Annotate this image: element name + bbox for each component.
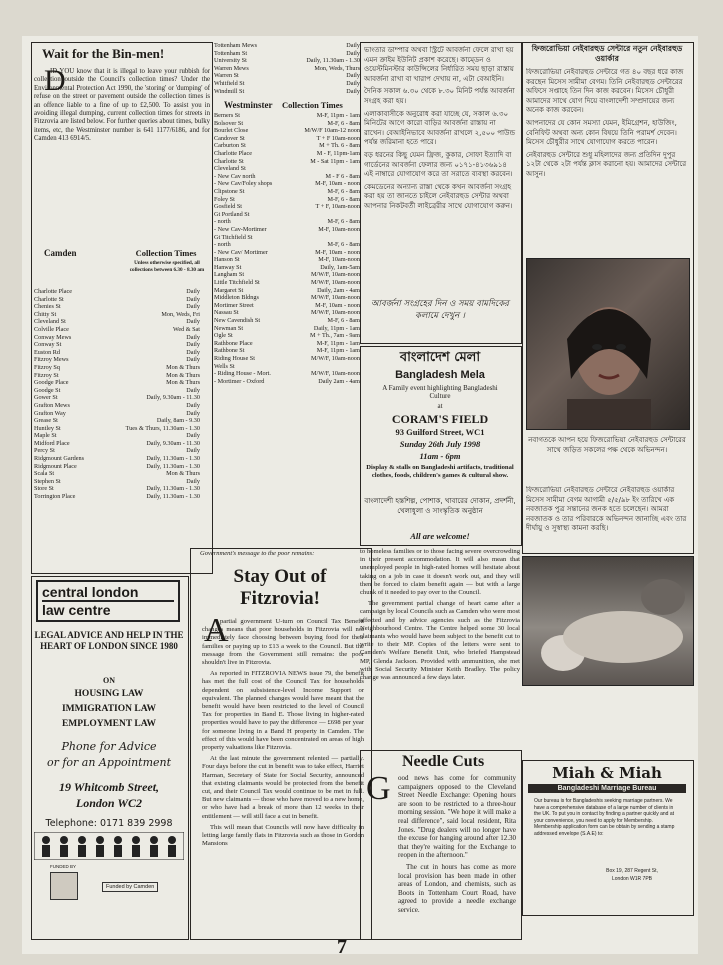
westminster-col-heading: Collection Times (282, 100, 343, 110)
street-row (34, 296, 200, 304)
street-row (214, 287, 360, 295)
collection-time: Daily, 1am-5am (320, 263, 360, 271)
street-name: Grease St (34, 417, 58, 425)
street-name: Newman St (214, 324, 244, 332)
mela-description: Display & stalls on Bangladeshi artifacts, traditional clothes, foods, children's games & cultural show. (366, 464, 514, 479)
street-name: - New Cav/ Mortimer (214, 248, 268, 256)
collection-time: Daily (186, 477, 200, 485)
collection-time: Daily 2am - 4am (318, 377, 360, 385)
street-name: Fitzroy Mews (34, 356, 69, 364)
needle-dropcap: G (366, 770, 391, 807)
funder-name: Funded by Camden (102, 882, 158, 892)
collection-time: M/W/F, 10am-noon (310, 279, 360, 287)
street-row (34, 432, 200, 440)
bengali-handwritten-note: আবর্জনা সংগ্রহের দিন ও সময় বামদিকের কলামে দেখুন । (371, 299, 509, 321)
collection-time: Daily (186, 288, 200, 295)
street-row (214, 50, 360, 58)
street-row (214, 302, 360, 310)
collection-time: Daily (186, 356, 200, 364)
worker-portrait-icon (527, 259, 689, 429)
collection-time: M-F, 6 - 8am (327, 195, 360, 203)
street-row (34, 485, 200, 493)
new-worker-para2: আপনাদের যে কোন সমস্যা যেমন, ইমিগ্রেশন, হাউজিং, বেনিফিট অথবা অন্য কোন বিষয়ে তিনি পরামর্শ দেবেন। মিসেস চৌধুরীর সাথে যোগাযোগ করতে পারেন। (526, 118, 677, 147)
mela-date: Sunday 26th July 1998 (399, 439, 481, 449)
collection-time: Daily, 11.30am - 1.30 (146, 462, 200, 470)
stay-para1: partial government U-turn on Council Tax Benefit changes means that poor households in Fitzrovia will not immediately face choosing between buying food for their families or paying up to £13 a week to the Council. But the message from the Government still remains: the poor shouldn't live in Fitzrovia. (202, 618, 364, 667)
street-name: Gt Titchfield St (214, 233, 253, 241)
baby-photo (522, 556, 694, 686)
street-name: Warren St (214, 72, 239, 80)
camden-heading: Camden (44, 248, 77, 258)
street-name: Ridgmount Gardens (34, 455, 85, 463)
street-name: Chenies St (34, 303, 61, 311)
worker-photo (526, 258, 690, 430)
street-name: Gosfield St (214, 203, 243, 211)
street-row (214, 196, 360, 204)
street-name: Gt Portland St (214, 210, 250, 218)
collection-time: Mon, Weds, Thurs (314, 64, 360, 72)
collection-time: Daily (186, 333, 200, 341)
street-row (214, 173, 360, 181)
collection-time: Mon, Weds, Fri (161, 310, 200, 318)
street-row (214, 256, 360, 264)
collection-time: Daily, 11.30am - 1.30 (146, 455, 200, 463)
street-row (34, 455, 200, 463)
street-name: Nassau St (214, 309, 239, 317)
law-headline: LEGAL ADVICE AND HELP IN THE HEART OF LONDON SINCE 1980 (34, 630, 184, 651)
street-row (214, 241, 360, 249)
street-row (34, 288, 200, 296)
street-row (34, 356, 200, 364)
collection-time: M-F, 11pm - 1am (316, 112, 360, 119)
law-address1: 19 Whitcomb Street, (58, 780, 160, 794)
mela-at: at (437, 402, 443, 410)
collection-time: M + Th. 6 - 8am (319, 142, 360, 150)
law-housing: HOUSING LAW (74, 689, 144, 699)
street-name: Langham St (214, 271, 245, 279)
street-row (214, 120, 360, 128)
street-row (34, 493, 200, 501)
camden-times-list (34, 288, 200, 501)
street-name: Charlotte St (34, 295, 64, 303)
street-name: Riding House St (214, 355, 255, 362)
street-name: - Mortimer - Oxford (214, 377, 265, 385)
street-name: Hanson St (214, 256, 240, 264)
funded-by-label: FUNDED BY (50, 864, 77, 869)
collection-time: T + F, 10am-noon (315, 203, 360, 211)
miah-body: Our bureau is for Bangladeshis seeking marriage partners. We have a comprehensive database of a large number of clients in the UK. To put you in contact by finding a partner quickly and at your convenience, you need to apply for Membership. Membership application form can be obtain by sending a stamp addressed envelope (S.A.E) to: (534, 798, 675, 837)
collection-time: M-F, 10am - noon (315, 301, 360, 309)
collection-time: M-F, 10am-noon (318, 225, 360, 233)
street-name: Little Titchfield St (214, 279, 260, 287)
law-immigration: IMMIGRATION LAW (61, 704, 157, 714)
street-row (214, 226, 360, 234)
collection-time: Daily (186, 447, 200, 455)
street-name: Charlotte St (214, 157, 244, 165)
street-name: Huntley St (34, 424, 61, 432)
collection-time: Daily (186, 401, 200, 409)
miah-address2: London W1R 7PB (611, 876, 653, 882)
bengali-para2: দৈনিক সকাল ৬.৩০ থেকে ৮.৩০ মিনিট পর্যন্ত আবর্জনা সংগ্রহ করা হয়। (364, 87, 515, 105)
page-number: 7 (337, 936, 347, 958)
collection-time: Tues & Thurs, 11.30am - 1.30 (125, 424, 200, 432)
street-row (214, 180, 360, 188)
street-row (214, 112, 360, 120)
street-name: Midford Place (34, 439, 70, 447)
street-row (214, 332, 360, 340)
street-row (34, 303, 200, 311)
miah-subtitle: Bangladeshi Marriage Bureau (528, 784, 686, 793)
street-row (34, 440, 200, 448)
collection-time: Daily, 11.30am - 1.30 (146, 485, 200, 493)
needle-title: Needle Cuts (402, 753, 485, 770)
bin-intro: ID YOU know that it is illegal to leave your rubbish for collection outside the Council's collection times? Under the Environmental Protection Act 1990, the 'storing' or 'dumping' of refuse on the street or pavement outside the collection times is an offence liable to a fine of up to £2,500. To assist you in avoiding illegal dumping, current collection times for streets in Fitzrovia are listed below. For further queries about times, bulky items, etc, the Westminster number is 641 1177/6186, and for Camden 413 6914/5. (34, 68, 210, 143)
westminster-heading: Westminster (224, 100, 273, 110)
street-name: Tottenham St (214, 49, 248, 57)
street-name: - New Cav north (214, 172, 256, 180)
street-name: - Riding House - Mort. (214, 370, 271, 378)
street-row (34, 470, 200, 478)
street-row (214, 325, 360, 333)
mela-time: 11am - 6pm (419, 451, 461, 461)
street-row (34, 311, 200, 319)
street-row (34, 364, 200, 372)
street-name: - north (214, 241, 231, 249)
street-row (214, 150, 360, 158)
street-row (214, 249, 360, 257)
street-row (214, 135, 360, 143)
worker-caption: নবাগতকে আপন হয়ে ফিজরোভিয়া নেইবারহুড সেন্টারের সাথে জড়িত সকলের পক্ষ থেকে অভিনন্দন। (528, 436, 686, 454)
collection-time: Daily (186, 386, 200, 394)
mela-bengali-description: বাংলাদেশী হস্তশিল্প, পোশাক, খাবারের দোকান, প্রদর্শনী, খেলাধুলা ও সাংস্কৃতিক অনুষ্ঠান (364, 497, 516, 515)
street-name: Charlotte Place (214, 149, 252, 157)
street-name: Torrington Place (34, 493, 76, 501)
street-name: Berners St (214, 112, 240, 119)
street-row (34, 387, 200, 395)
collection-time: T + F 10am-noon (316, 134, 360, 142)
street-name: Fitzroy St (34, 371, 59, 379)
street-row (214, 65, 360, 73)
street-name: Gower St (34, 394, 58, 402)
collection-time: Daily, 11pm - 1am (313, 324, 360, 332)
street-row (34, 447, 200, 455)
collection-time: Daily (186, 409, 200, 417)
law-logo (36, 580, 180, 622)
street-row (34, 463, 200, 471)
needle-para2: The cut in hours has come as more local provision has been made in other areas of London, and chemists, such as Boots in Tottenham Court Road, have agreed to provide a needle exchange service. (398, 862, 516, 914)
street-name: Colville Place (34, 325, 69, 333)
street-row (214, 165, 360, 173)
street-name: Goodge Place (34, 379, 69, 387)
law-logo-line2: law centre (42, 600, 174, 618)
collection-time: M-F, 10am - noon (315, 180, 360, 188)
street-row (214, 363, 360, 371)
street-name: Mortimer Street (214, 301, 254, 309)
bengali-notice-text (364, 46, 516, 292)
needle-body (398, 774, 516, 936)
collection-time: Daily (346, 79, 360, 87)
street-name: Hanway St (214, 263, 242, 271)
collection-time: Daily, 11.30am - 1.30 (146, 493, 200, 501)
street-name: Foley St (214, 195, 235, 203)
street-row (214, 234, 360, 242)
stay-title-line2: Fitzrovia! (240, 588, 320, 609)
street-row (34, 478, 200, 486)
collection-time: Daily (346, 87, 360, 95)
street-row (34, 318, 200, 326)
law-phone-line2: or for an Appointment (46, 756, 172, 769)
street-name: Whitfield St (214, 79, 245, 87)
bengali-para5: কেমডেনের অন্যান্য রাস্তা থেকে কখন আবর্জনা সংগ্রহ করা হয় তা জানতে চাইলে নেইবারহুড সেন্টার অথবা আপনার নিকটবর্তী লাইব্রেরীর সাথে যোগাযোগ করুন। (364, 182, 513, 210)
street-row (214, 271, 360, 279)
new-worker-para3: নেইবারহুড সেন্টারে শুধু মহিলাদের জন্য প্রতিদিন দুপুর ১২টা থেকে ২টা পর্যন্ত ক্লাস করানো হয়। আমাদের সেন্টারে আসুন। (526, 150, 687, 178)
westminster-times-list (214, 112, 360, 385)
law-employment: EMPLOYMENT LAW (61, 719, 157, 729)
street-name: - New Cav/Foley shops (214, 180, 273, 188)
street-name: Windmill St (214, 87, 245, 95)
street-name: Grafton Way (34, 409, 66, 417)
street-row (214, 72, 360, 80)
street-row (214, 88, 360, 96)
street-row (214, 355, 360, 363)
collection-time: M - Sat 11pm - 1am (310, 157, 360, 165)
bin-dropcap: D (44, 64, 66, 97)
street-row (34, 334, 200, 342)
collection-time: Wed & Sat (173, 325, 200, 333)
street-row (214, 142, 360, 150)
baby-notice-text: ফিজরোভিয়া নেইবারহুড সেন্টারে নেইবারহুড ওয়ার্কার মিসেস সামীমা বেগম আগামী ৫/৫/৯৮ ইং তারিখে এক নবজাতক পুত্র সন্তানের জনক হতে চলেছেন। আমরা নবজাতক ও তার পরিবারকে অভিনন্দন জানাচ্ছি এবং তার দীর্ঘায়ু ও সুস্বাস্থ্য কামনা করছি। (526, 486, 687, 533)
collection-time: M/W/F, 10am-noon (310, 271, 360, 279)
collection-time: M/W/F, 10am-noon (310, 355, 360, 362)
collection-time: Daily (186, 318, 200, 326)
street-row (214, 264, 360, 272)
law-telephone: Telephone: 0171 839 2998 (45, 818, 173, 829)
street-name: Carburton St (214, 142, 246, 150)
stay-body-col1 (202, 618, 364, 936)
street-row (214, 378, 360, 386)
street-name: Charlotte Place (34, 288, 72, 295)
people-illustration (34, 832, 184, 860)
street-row (34, 372, 200, 380)
stay-para6: The government partial change of heart came after a campaign by local Councils such as Camden who were most affected and by advice agencies such as the Fitzrovia Neighbourhood Centre. The Centre helped some 30 local claimants who would have been subject to the benefit cut to write to their MP. Copies of the letters were sent to Camden's Welfare Benefit Unit, who briefed Hampstead MP, Glenda Jackson. Provided with ammunition, she met with Social Security Minister Keith Bradley. The policy change was announced a few days later. (360, 600, 520, 682)
collection-time: Daily, 9.30am - 11.30 (146, 394, 200, 402)
street-row (214, 211, 360, 219)
stay-para4: This will mean that Councils will now have difficulty in letting large family flats in Fitzrovia such as those in Gordon Mansions (202, 823, 364, 848)
street-name: Stephen St (34, 477, 61, 485)
newspaper-page (22, 36, 698, 958)
mela-title: Bangladesh Mela (395, 369, 485, 381)
stay-para5: to homeless families or to those facing severe overcrowding in their present accommodation. It will also mean that unemployed people in high-rated homes will hesitate about taking on a job in case it doesn't work out, and they will then be forced to claim benefit again — but with a large chunk of it needed to pay over to the Council. (360, 548, 520, 597)
collection-time: Daily (186, 341, 200, 349)
street-name: Chitty St (34, 310, 57, 318)
street-name: Euston Rd (34, 348, 60, 356)
mela-subtitle: A Family event highlighting Bangladeshi Culture (382, 384, 498, 401)
street-name: - north (214, 218, 231, 226)
collection-time: Daily, 2am - 4am (317, 286, 360, 294)
collection-time: Daily (186, 348, 200, 356)
street-name: Rathbone Place (214, 339, 253, 347)
collection-time: Daily, 8am - 9.30 (156, 417, 200, 425)
collection-time: M-F, 10am-noon (318, 256, 360, 264)
street-row (214, 218, 360, 226)
bengali-para4: বড় ধরনের কিছু যেমন ফ্রিজ, কুকার, সোফা ইত্যাদি বা গার্ডেনের আবর্জনা ফেলার জন্য ০১৭১-৪১৩৬৯১৪ এই নাম্বারে যোগাযোগ করে তা সরাতে ব্যবস্থা করবেন। (364, 150, 513, 179)
street-row (34, 425, 200, 433)
mela-welcome: All are welcome! (410, 531, 470, 541)
collection-time: Daily (186, 295, 200, 303)
street-name: Wells St (214, 362, 235, 370)
street-row (214, 80, 360, 88)
mela-address: 93 Guilford Street, WC1 (395, 427, 485, 437)
street-name: Store St (34, 485, 54, 493)
collection-time: Daily (346, 49, 360, 57)
stay-body-col2 (360, 548, 520, 784)
street-row (214, 317, 360, 325)
collection-time: M/W/F, 10am-noon (310, 370, 360, 378)
street-row (34, 417, 200, 425)
collection-time: M-F, 6 - 8am (327, 187, 360, 195)
collection-time: M/W/F, 10am-noon (310, 309, 360, 317)
collection-time: Mon & Thurs (166, 379, 200, 387)
street-row (214, 203, 360, 211)
street-name: Rathbone St (214, 347, 245, 355)
baby-image-icon (523, 557, 693, 685)
mela-bengali-title: বাংলাদেশ মেলা (399, 350, 481, 365)
collection-time: M + Th., 7am - 9am (310, 332, 360, 340)
bengali-para1: ভাংতার ডাম্পার অথবা স্ট্রিটে আবর্জনা ফেলে রাখা হয় এমন ক্রাইম ইউনিট প্রকাশ করেছে। কাম্ডেন ও ওয়েস্টমিনস্টার কাউন্সিলের নির্ধারিত সময় ছাড়া রাস্তায় আবর্জনা রাখা বা খারাপ দেখায় না, এটা বেআইনি। (364, 46, 514, 83)
street-row (214, 127, 360, 135)
bin-title: Wait for the Bin-men! (42, 46, 165, 61)
street-row (34, 379, 200, 387)
street-name: Cleveland St (214, 165, 246, 173)
street-row (34, 326, 200, 334)
street-name: Maple St (34, 432, 57, 440)
camden-tail-list (214, 42, 360, 95)
street-name: Goodge St (34, 386, 61, 394)
miah-title: Miah & Miah (552, 764, 662, 782)
law-phone-line1: Phone for Advice (61, 740, 157, 753)
street-row (214, 309, 360, 317)
street-name: Grafton Mews (34, 401, 70, 409)
funder-logo-icon (50, 872, 78, 900)
street-name: Candover St (214, 134, 245, 142)
collection-time: Daily, 11.30am - 1.30 (306, 57, 360, 65)
street-name: Tottenham Mews (214, 42, 258, 49)
street-row (214, 370, 360, 378)
street-row (214, 42, 360, 50)
street-name: New Cavendish St (214, 317, 261, 325)
street-row (214, 279, 360, 287)
camden-note: Unless otherwise specified, all collections between 6.30 - 8.30 am (129, 260, 205, 273)
collection-time: M - F 6 - 8am (325, 172, 360, 180)
collection-time: M/W/F, 10am-noon (310, 294, 360, 302)
street-name: - New Cav-Mortimer (214, 225, 267, 233)
street-name: Ridgmount Place (34, 462, 77, 470)
collection-time: Daily (186, 432, 200, 440)
street-row (214, 347, 360, 355)
law-on: ON (103, 676, 115, 685)
street-name: University St (214, 57, 247, 65)
collection-time: Daily (346, 42, 360, 49)
street-name: Warren Mews (214, 64, 249, 72)
collection-time: Daily (346, 72, 360, 80)
new-worker-para1: ফিজরোভিয়া নেইবারহুড সেন্টারে গত ৪০ বছর ধরে কাজ করছেন মিসেস সামীমা বেগম। তিনি নেইবারহুড সেন্টারের অফিসে সপ্তাহে তিন দিন কাজ করবেন। মিসেস চৌধুরী আমাদের সাথে যোগ দিয়ে বাংলাদেশী সম্প্রদায়ের জন্য অনেক কাজ করবেন। (526, 68, 684, 115)
stay-title-line1: Stay Out of (233, 566, 327, 587)
collection-time: M-F, 6 - 8am (327, 119, 360, 127)
street-row (214, 158, 360, 166)
new-worker-text (526, 68, 688, 254)
collection-time: Daily (186, 303, 200, 311)
street-name: Fitzroy Sq (34, 363, 60, 371)
mela-venue: CORAM'S FIELD (391, 412, 489, 426)
collection-time: M - F, 11pm-1am (316, 149, 360, 157)
new-worker-heading: ফিজরোভিয়া নেইবারহুড সেন্টারে নতুন নেইবারহুড ওয়ার্কার (531, 44, 683, 63)
street-row (214, 188, 360, 196)
street-name: Cleveland St (34, 318, 66, 326)
needle-para1: ood news has come for community campaigners opposed to the Cleveland Street Needle Exchange: Opening hours are soon to be restricted to a three-hour morning session. "We hope it will make a real difference", said local resident, Rita Jones. "Drug dealers will no longer have the excuse for hanging around after 12.30 that they're waiting for the Exchange to reopen in the afternoon." (398, 774, 516, 860)
street-row (34, 349, 200, 357)
stay-para3: At the last minute the government relented — partially. Four days before the cut in benefit was to take effect, Harriet Harman, Secretary of State for Social Security, announced that existing claimants would be protected from the benefit cut, and their Council Tax would continue to be met in full. But new claimants — those who have moved to a new home, or who have had a break of more than 12 weeks in their entitlement — will still face a cut in benefit. (202, 755, 364, 820)
collection-time: Mon & Thurs (166, 363, 200, 371)
camden-col-heading: Collection Times (135, 248, 197, 258)
collection-time: M-F, 10am - noon (315, 248, 360, 256)
collection-time: M-F, 11pm - 1am (316, 339, 360, 347)
miah-address1: Box 19, 287 Regent St, (606, 868, 658, 874)
collection-time: Daily, 9.30am - 11.30 (146, 439, 200, 447)
collection-time: M-F, 11pm - 1am (316, 347, 360, 355)
bengali-para3: এলাকাবাসীকে অনুরোধ করা যাচ্ছে যে, সকাল ৬.৩০ মিনিটের আগে কারো বাড়ির আবর্জনা রাস্তায় না রাখেন। বেআইনিভাবে আবর্জনা রাখলে ২,৫০০ পাউন্ড পর্যন্ত জরিমানা হতে পারে। (364, 109, 516, 147)
stay-dropcap: A (204, 612, 229, 649)
street-name: Percy St (34, 447, 55, 455)
street-row (214, 340, 360, 348)
street-name: Conway Mews (34, 333, 72, 341)
collection-time: Mon & Thurs (166, 371, 200, 379)
street-row (214, 57, 360, 65)
street-row (214, 294, 360, 302)
street-name: Bourlet Close (214, 127, 249, 135)
street-name: Conway St (34, 341, 62, 349)
collection-time: M-F, 6 - 8am (327, 317, 360, 325)
collection-time: M-F, 6 - 8am (327, 241, 360, 249)
street-name: Bolsover St (214, 119, 244, 127)
street-row (34, 341, 200, 349)
street-name: Middleton Bldngs (214, 294, 259, 302)
collection-time: M-F, 6 - 8am (327, 218, 360, 226)
stay-para2: As reported in FITZROVIA NEWS issue 79, the benefit has met the full cost of the Council Tax for households dependent on subsistence-level Income Support or equivalent. The planned changes would have meant that the benefit would have been restricted to the level of Council Tax for properties in Band E. Those living in higher-rated properties would have to pay the difference — £698 per year for someone living in a Band H property in Camden. The effect of this would have been concentrated on areas of high property valuations like Fitzrovia. (202, 670, 364, 752)
street-name: Margaret St (214, 286, 244, 294)
street-name: Scala St (34, 470, 55, 478)
law-address2: London WC2 (75, 796, 143, 810)
stay-kicker: Government's message to the poor remains: (200, 550, 315, 557)
street-row (34, 402, 200, 410)
street-name: Ogle St (214, 332, 233, 340)
collection-time: Mon & Thurs (166, 470, 200, 478)
street-row (34, 410, 200, 418)
street-row (34, 394, 200, 402)
street-name: Clipstone St (214, 187, 245, 195)
collection-time: M/W/F 10am-12 noon (304, 127, 360, 135)
law-logo-line1: central london (42, 584, 139, 600)
